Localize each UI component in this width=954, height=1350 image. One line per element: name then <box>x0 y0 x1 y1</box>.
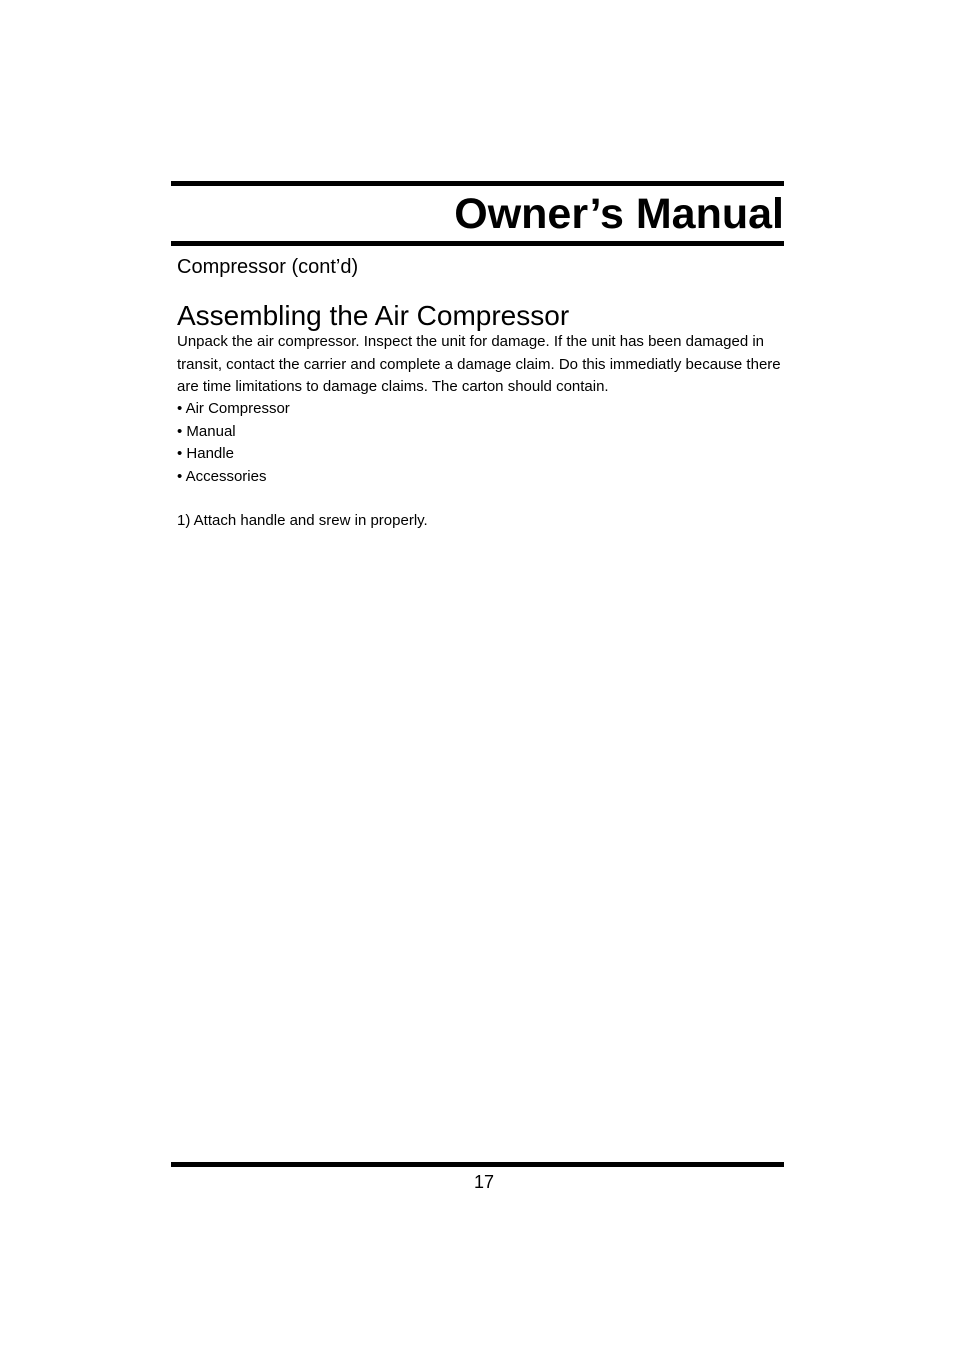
section-heading: Assembling the Air Compressor <box>177 300 570 331</box>
list-item: • Accessories <box>177 467 267 485</box>
carton-contents-list <box>177 398 290 488</box>
header-bottom-rule <box>171 241 784 246</box>
intro-paragraph: Unpack the air compressor. Inspect the unit for damage. If the unit has been damaged in transit, contact the carrier and complete a damage claim. Do this immediatly because there are time limitations to damage claims. The carton should contain. <box>177 333 781 395</box>
document-title: Owner’s Manual <box>454 190 784 238</box>
footer-rule <box>171 1162 784 1167</box>
list-item: • Manual <box>177 422 236 440</box>
list-item: • Handle <box>177 445 234 462</box>
section-label: Compressor (cont’d) <box>177 256 359 278</box>
header-top-rule <box>171 181 784 186</box>
assembly-step: 1) Attach handle and srew in properly. <box>177 512 428 529</box>
page-number: 17 <box>473 1172 495 1192</box>
list-item: • Air Compressor <box>177 400 290 417</box>
